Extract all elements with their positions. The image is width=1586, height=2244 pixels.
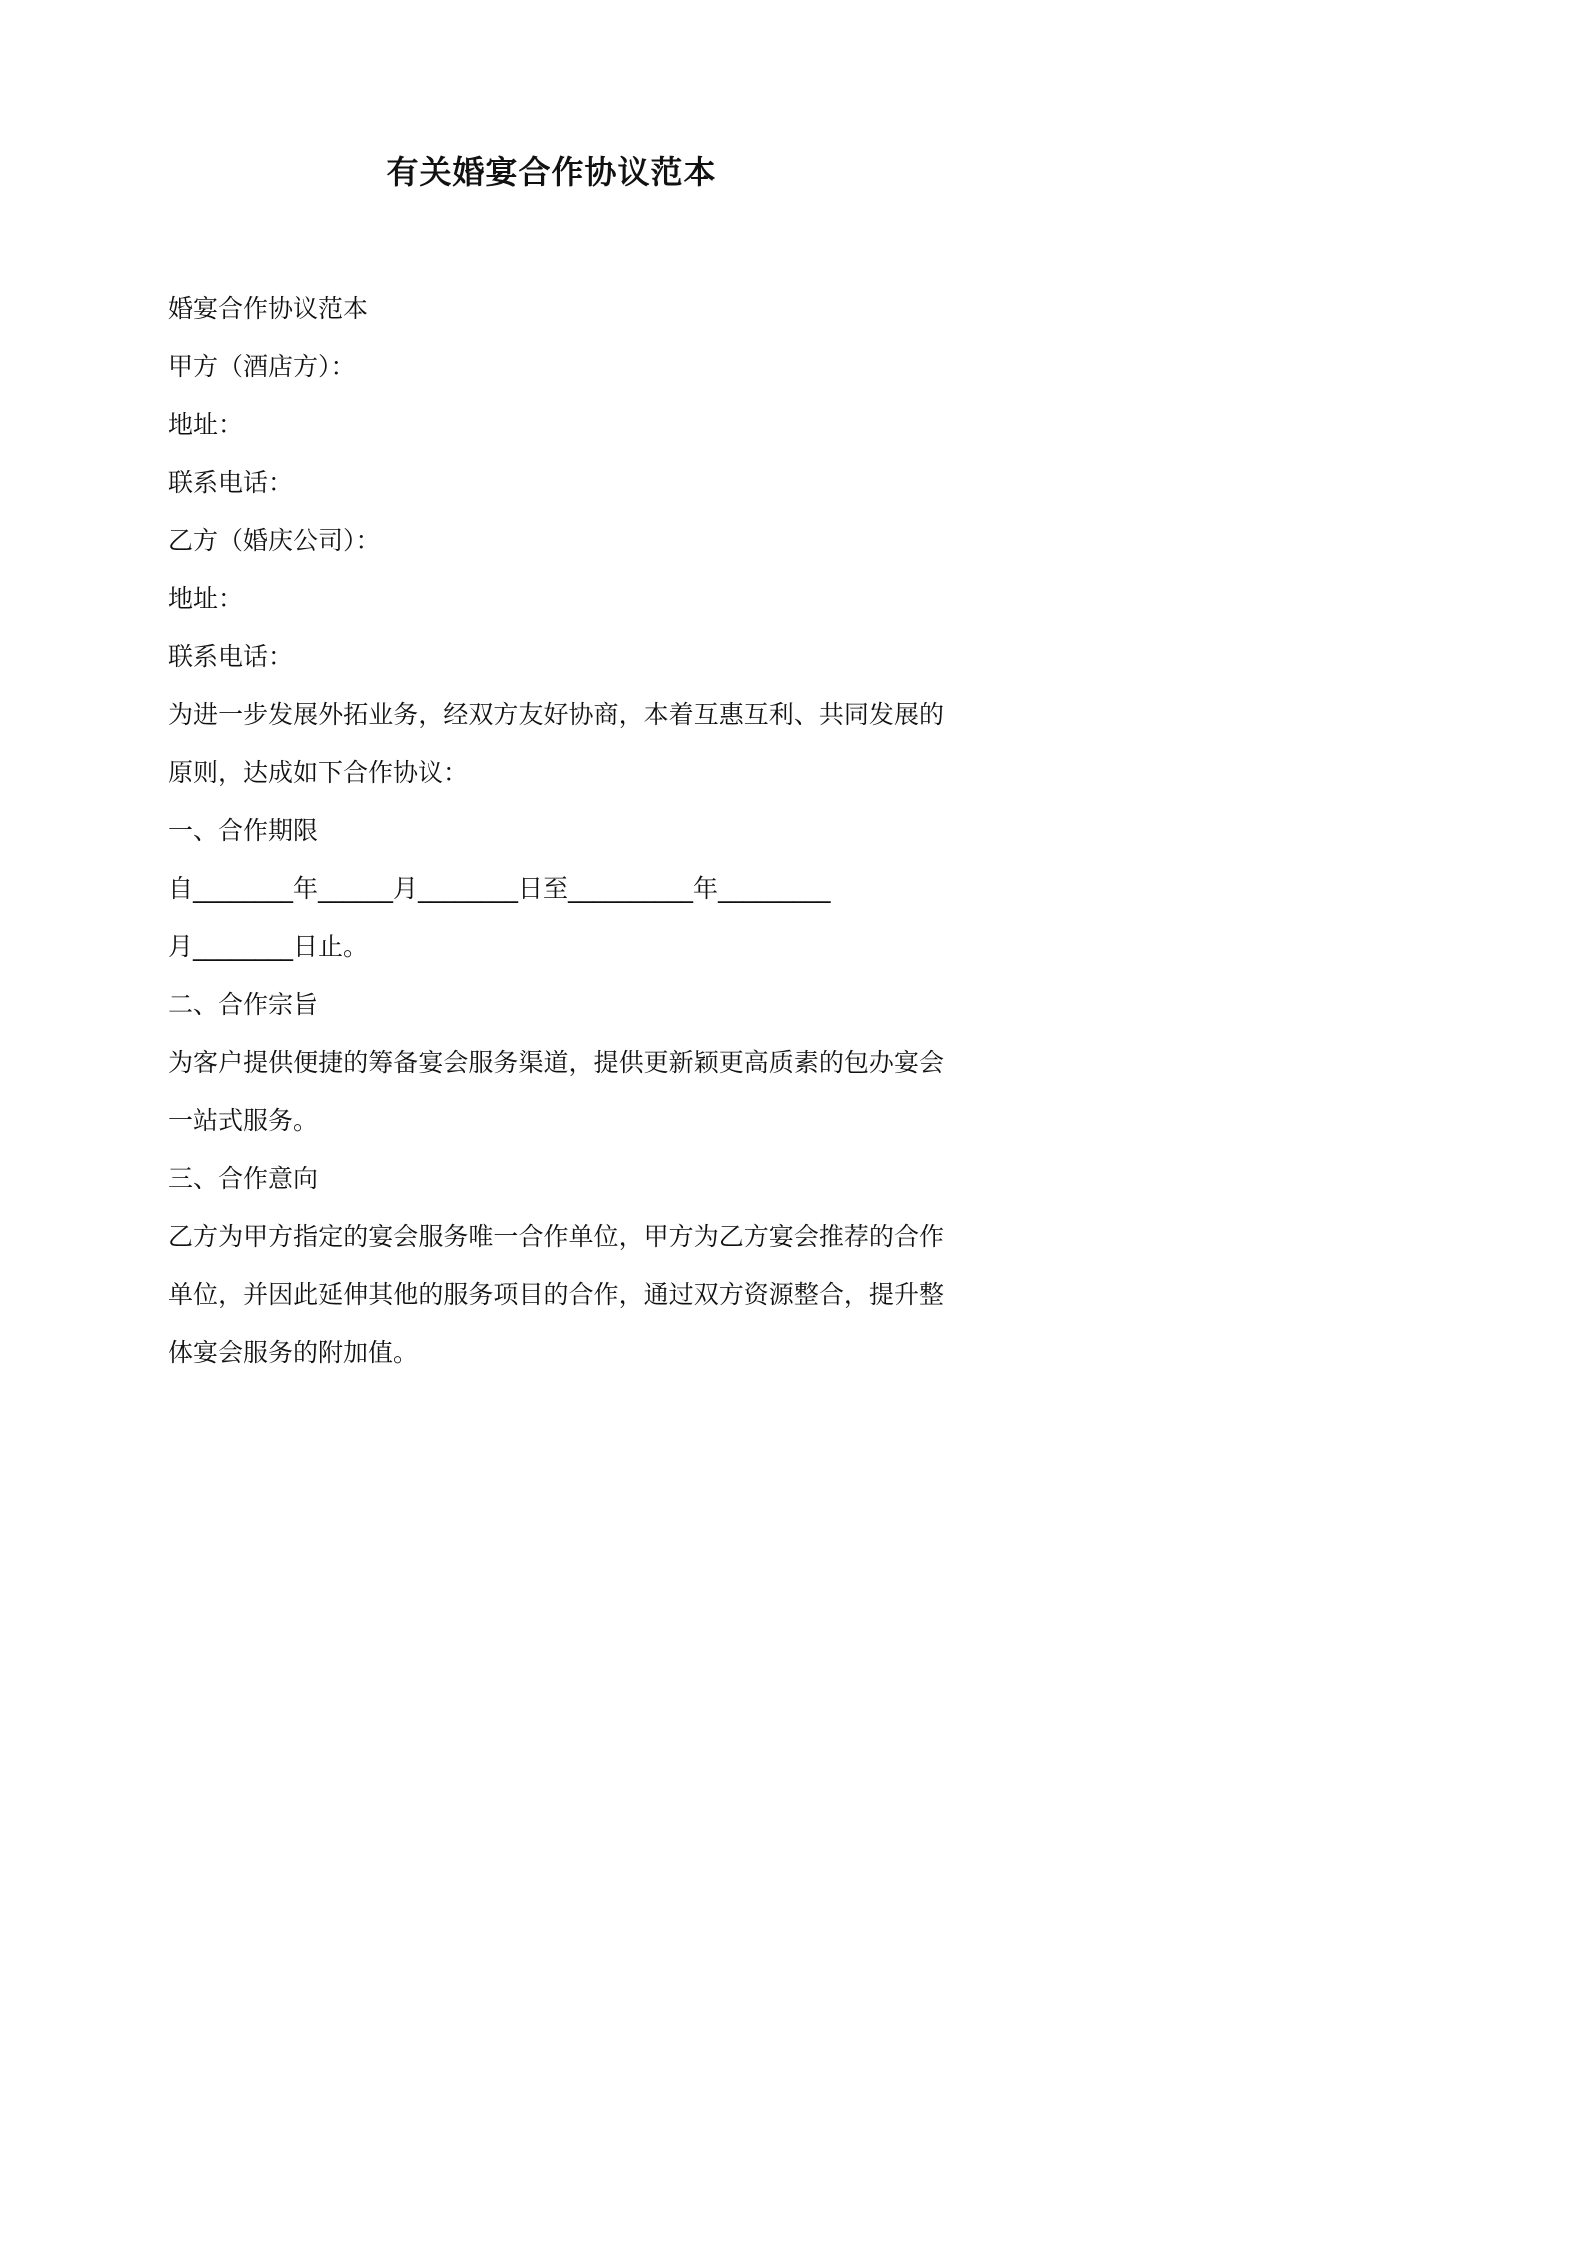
party-a-label: 甲方（酒店方）： [168,352,356,381]
section-term-line-1: 自________年______月________日至__________年_________ [168,874,831,903]
section-heading-term: 一、合作期限 [168,816,319,845]
document-title: 有关婚宴合作协议范本 [386,153,717,191]
party-b-phone-label: 联系电话： [168,642,294,671]
preamble-paragraph: 为进一步发展外拓业务，经双方友好协商，本着互惠互利、共同发展的原则，达成如下合作协议： [168,700,944,787]
section-heading-purpose: 二、合作宗旨 [168,990,319,1019]
party-a-phone-label: 联系电话： [168,468,294,497]
party-a-address-label: 地址： [168,410,244,439]
section-term-line-2: 月________日止。 [168,932,369,961]
section-heading-intent: 三、合作意向 [168,1164,319,1193]
section-purpose-body: 为客户提供便捷的筹备宴会服务渠道，提供更新颖更高质素的包办宴会一站式服务。 [168,1048,944,1135]
party-b-address-label: 地址： [168,584,244,613]
party-b-label: 乙方（婚庆公司）： [168,526,381,555]
document-page [0,0,1103,1560]
section-intent-body: 乙方为甲方指定的宴会服务唯一合作单位，甲方为乙方宴会推荐的合作单位，并因此延伸其他的服务项目的合作，通过双方资源整合，提升整体宴会服务的附加值。 [168,1222,944,1367]
document-subtitle: 婚宴合作协议范本 [168,294,369,323]
document-body [168,280,944,1382]
